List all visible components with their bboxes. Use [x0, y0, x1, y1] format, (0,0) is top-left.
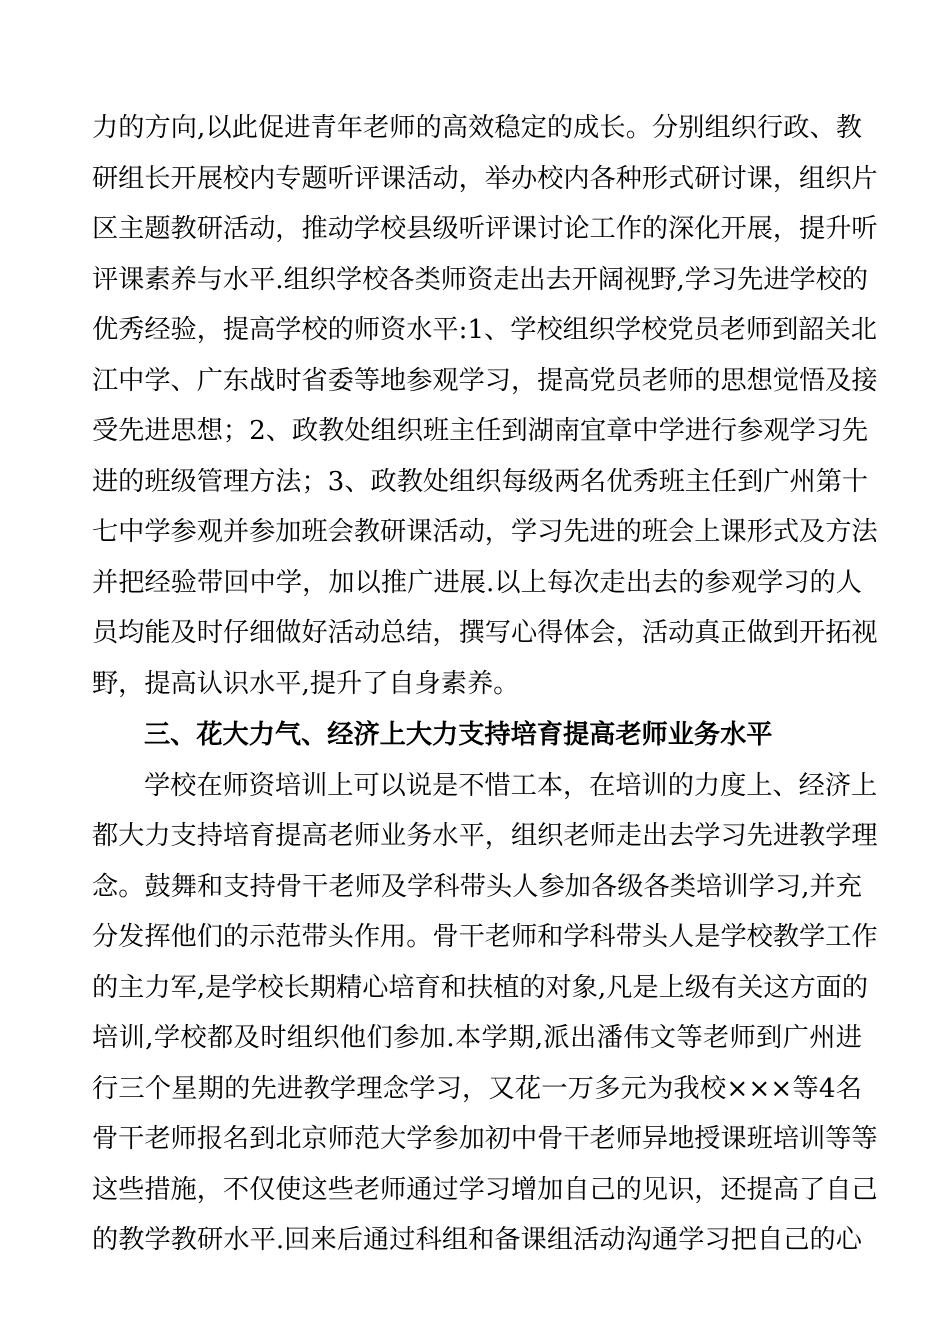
paragraph-2-line-8: 骨干老师报名到北京师范大学参加初中骨干老师异地授课班培训等等	[92, 1124, 878, 1154]
paragraph-1-line-11: 员均能及时仔细做好活动总结，撰写心得体会，活动真正做到开拓视	[92, 618, 878, 648]
paragraph-1-line-1: 力的方向,以此促进青年老师的高效稳定的成长。分别组织行政、教	[92, 113, 862, 143]
paragraph-1-line-10: 并把经验带回中学，加以推广进展.以上每次走出去的参观学习的人	[92, 568, 862, 598]
paragraph-2-line-5: 的主力军,是学校长期精心培育和扶植的对象,凡是上级有关这方面的	[92, 973, 869, 1003]
paragraph-1-line-8: 进的班级管理方法；3、政教处组织每级两名优秀班主任到广州第十	[92, 467, 869, 497]
paragraph-1-line-9: 七中学参观并参加班会教研课活动，学习先进的班会上课形式及方法	[92, 517, 878, 547]
paragraph-1-line-6: 江中学、广东战时省委等地参观学习，提高党员老师的思想觉悟及接	[92, 366, 878, 396]
paragraph-2-line-6: 培训,学校都及时组织他们参加.本学期,派出潘伟文等老师到广州进	[92, 1023, 862, 1053]
paragraph-2-line-7: 行三个星期的先进教学理念学习，又花一万多元为我校×××等4名	[92, 1074, 862, 1104]
paragraph-2-line-2: 都大力支持培育提高老师业务水平，组织老师走出去学习先进教学理	[92, 821, 878, 851]
paragraph-1-line-7: 受先进思想；2、政教处组织班主任到湖南宜章中学进行参观学习先	[92, 416, 869, 446]
paragraph-2-line-1: 学校在师资培训上可以说是不惜工本，在培训的力度上、经济上	[144, 771, 878, 801]
paragraph-1-line-5: 优秀经验，提高学校的师资水平:1、学校组织学校党员老师到韶关北	[92, 315, 877, 345]
section-heading: 三、花大力气、经济上大力支持培育提高老师业务水平	[144, 719, 773, 750]
paragraph-2-line-4: 分发挥他们的示范带头作用。骨干老师和学科带头人是学校教学工作	[92, 922, 878, 952]
paragraph-1-line-3: 区主题教研活动，推动学校县级听评课讨论工作的深化开展，提升听	[92, 214, 878, 244]
paragraph-1-line-2: 研组长开展校内专题听评课活动，举办校内各种形式研讨课，组织片	[92, 164, 878, 194]
paragraph-2-line-10: 的教学教研水平.回来后通过科组和备课组活动沟通学习把自己的心	[92, 1225, 862, 1255]
paragraph-2-line-9: 这些措施，不仅使这些老师通过学习增加自己的见识，还提高了自己	[92, 1175, 878, 1205]
paragraph-1-line-12: 野，提高认识水平,提升了自身素养。	[92, 669, 520, 699]
paragraph-2-line-3: 念。鼓舞和支持骨干老师及学科带头人参加各级各类培训学习,并充	[92, 872, 862, 902]
paragraph-1-line-4: 评课素养与水平.组织学校各类师资走出去开阔视野,学习先进学校的	[92, 265, 869, 295]
